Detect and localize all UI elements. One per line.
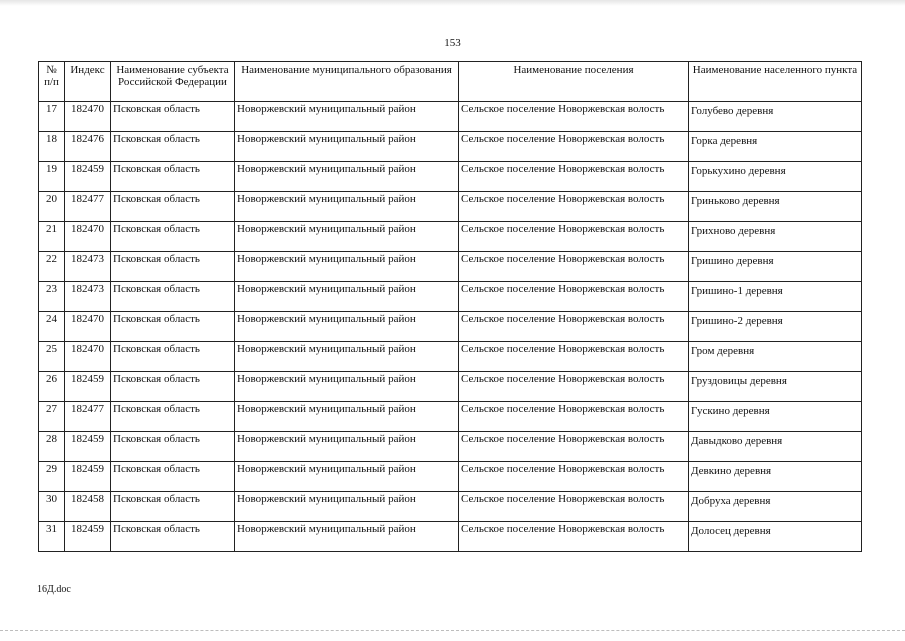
locality-text: Добруха деревня [691,495,771,507]
cell-index: 182470 [65,222,111,252]
cell-subject: Псковская область [111,492,235,522]
locality-text: Давыдково деревня [691,435,783,447]
cell-index: 182459 [65,522,111,552]
cell-locality [689,312,862,342]
table-row [39,162,862,192]
cell-settlement: Сельское поселение Новоржевская волость [459,132,689,162]
cell-municipality: Новоржевский муниципальный район [235,102,459,132]
cell-index: 182459 [65,162,111,192]
cell-num: 27 [39,402,65,432]
cell-subject: Псковская область [111,522,235,552]
cell-settlement: Сельское поселение Новоржевская волость [459,222,689,252]
cell-locality [689,342,862,372]
cell-num: 19 [39,162,65,192]
cell-subject: Псковская область [111,402,235,432]
cell-subject: Псковская область [111,372,235,402]
cell-municipality: Новоржевский муниципальный район [235,402,459,432]
cell-index: 182459 [65,372,111,402]
cell-locality [689,252,862,282]
header-subject: Наименование субъекта Российской Федерации [111,62,235,102]
cell-index: 182473 [65,282,111,312]
cell-subject: Псковская область [111,282,235,312]
locality-text: Голубево деревня [691,105,774,117]
cell-municipality: Новоржевский муниципальный район [235,162,459,192]
cell-index: 182477 [65,402,111,432]
table-row [39,192,862,222]
cell-num: 31 [39,522,65,552]
cell-index: 182473 [65,252,111,282]
table-row [39,312,862,342]
cell-num: 18 [39,132,65,162]
cell-index: 182470 [65,342,111,372]
cell-locality [689,222,862,252]
locality-text: Гускино деревня [691,405,770,417]
cell-locality [689,462,862,492]
cell-subject: Псковская область [111,102,235,132]
cell-num: 20 [39,192,65,222]
cell-locality [689,492,862,522]
cell-num: 26 [39,372,65,402]
file-label: 16Д.doc [37,584,71,595]
cell-settlement: Сельское поселение Новоржевская волость [459,402,689,432]
cell-num: 22 [39,252,65,282]
table-row [39,342,862,372]
scan-top-edge [0,0,905,6]
scan-bottom-edge [0,630,905,641]
table-row [39,132,862,162]
locality-text: Гром деревня [691,345,755,357]
cell-locality [689,432,862,462]
cell-subject: Псковская область [111,222,235,252]
cell-num: 21 [39,222,65,252]
cell-num: 28 [39,432,65,462]
cell-index: 182476 [65,132,111,162]
table-row [39,492,862,522]
cell-subject: Псковская область [111,252,235,282]
cell-subject: Псковская область [111,132,235,162]
cell-settlement: Сельское поселение Новоржевская волость [459,282,689,312]
cell-locality [689,522,862,552]
table-header [39,62,862,102]
table-row [39,462,862,492]
locality-text: Гриньково деревня [691,195,780,207]
cell-municipality: Новоржевский муниципальный район [235,432,459,462]
header-municipality: Наименование муниципального образования [235,62,459,102]
cell-index: 182458 [65,492,111,522]
cell-settlement: Сельское поселение Новоржевская волость [459,492,689,522]
cell-municipality: Новоржевский муниципальный район [235,192,459,222]
cell-index: 182470 [65,312,111,342]
table-row [39,222,862,252]
cell-municipality: Новоржевский муниципальный район [235,462,459,492]
locality-text: Долосец деревня [691,525,771,537]
cell-settlement: Сельское поселение Новоржевская волость [459,252,689,282]
cell-municipality: Новоржевский муниципальный район [235,492,459,522]
cell-settlement: Сельское поселение Новоржевская волость [459,432,689,462]
cell-locality [689,402,862,432]
page-number: 153 [444,37,461,49]
cell-num: 23 [39,282,65,312]
table-row [39,402,862,432]
cell-subject: Псковская область [111,342,235,372]
registry-table [38,61,862,552]
cell-subject: Псковская область [111,192,235,222]
cell-settlement: Сельское поселение Новоржевская волость [459,342,689,372]
locality-text: Гришино-2 деревня [691,315,783,327]
cell-locality [689,372,862,402]
header-locality: Наименование населенного пункта [689,62,862,102]
cell-municipality: Новоржевский муниципальный район [235,372,459,402]
cell-subject: Псковская область [111,162,235,192]
cell-locality [689,192,862,222]
cell-municipality: Новоржевский муниципальный район [235,252,459,282]
cell-settlement: Сельское поселение Новоржевская волость [459,522,689,552]
header-num: № п/п [39,62,65,102]
locality-text: Груздовицы деревня [691,375,787,387]
table-body [39,102,862,552]
cell-settlement: Сельское поселение Новоржевская волость [459,162,689,192]
cell-num: 24 [39,312,65,342]
header-settlement: Наименование поселения [459,62,689,102]
table-row [39,252,862,282]
cell-settlement: Сельское поселение Новоржевская волость [459,192,689,222]
cell-locality [689,282,862,312]
locality-text: Горка деревня [691,135,758,147]
cell-settlement: Сельское поселение Новоржевская волость [459,372,689,402]
cell-municipality: Новоржевский муниципальный район [235,222,459,252]
cell-settlement: Сельское поселение Новоржевская волость [459,312,689,342]
cell-locality [689,102,862,132]
locality-text: Гришино-1 деревня [691,285,783,297]
cell-num: 30 [39,492,65,522]
cell-num: 29 [39,462,65,492]
cell-subject: Псковская область [111,432,235,462]
cell-municipality: Новоржевский муниципальный район [235,522,459,552]
header-index: Индекс [65,62,111,102]
cell-municipality: Новоржевский муниципальный район [235,312,459,342]
cell-municipality: Новоржевский муниципальный район [235,342,459,372]
locality-text: Горькухино деревня [691,165,786,177]
cell-subject: Псковская область [111,312,235,342]
cell-locality [689,162,862,192]
cell-settlement: Сельское поселение Новоржевская волость [459,102,689,132]
cell-num: 25 [39,342,65,372]
table-row [39,282,862,312]
locality-text: Девкино деревня [691,465,772,477]
cell-subject: Псковская область [111,462,235,492]
header-row [39,62,862,102]
cell-index: 182470 [65,102,111,132]
table-row [39,102,862,132]
cell-index: 182459 [65,462,111,492]
locality-text: Грихново деревня [691,225,776,237]
cell-municipality: Новоржевский муниципальный район [235,132,459,162]
table-row [39,432,862,462]
cell-index: 182459 [65,432,111,462]
table-row [39,372,862,402]
cell-num: 17 [39,102,65,132]
cell-locality [689,132,862,162]
cell-settlement: Сельское поселение Новоржевская волость [459,462,689,492]
cell-index: 182477 [65,192,111,222]
cell-municipality: Новоржевский муниципальный район [235,282,459,312]
table-row [39,522,862,552]
locality-text: Гришино деревня [691,255,774,267]
